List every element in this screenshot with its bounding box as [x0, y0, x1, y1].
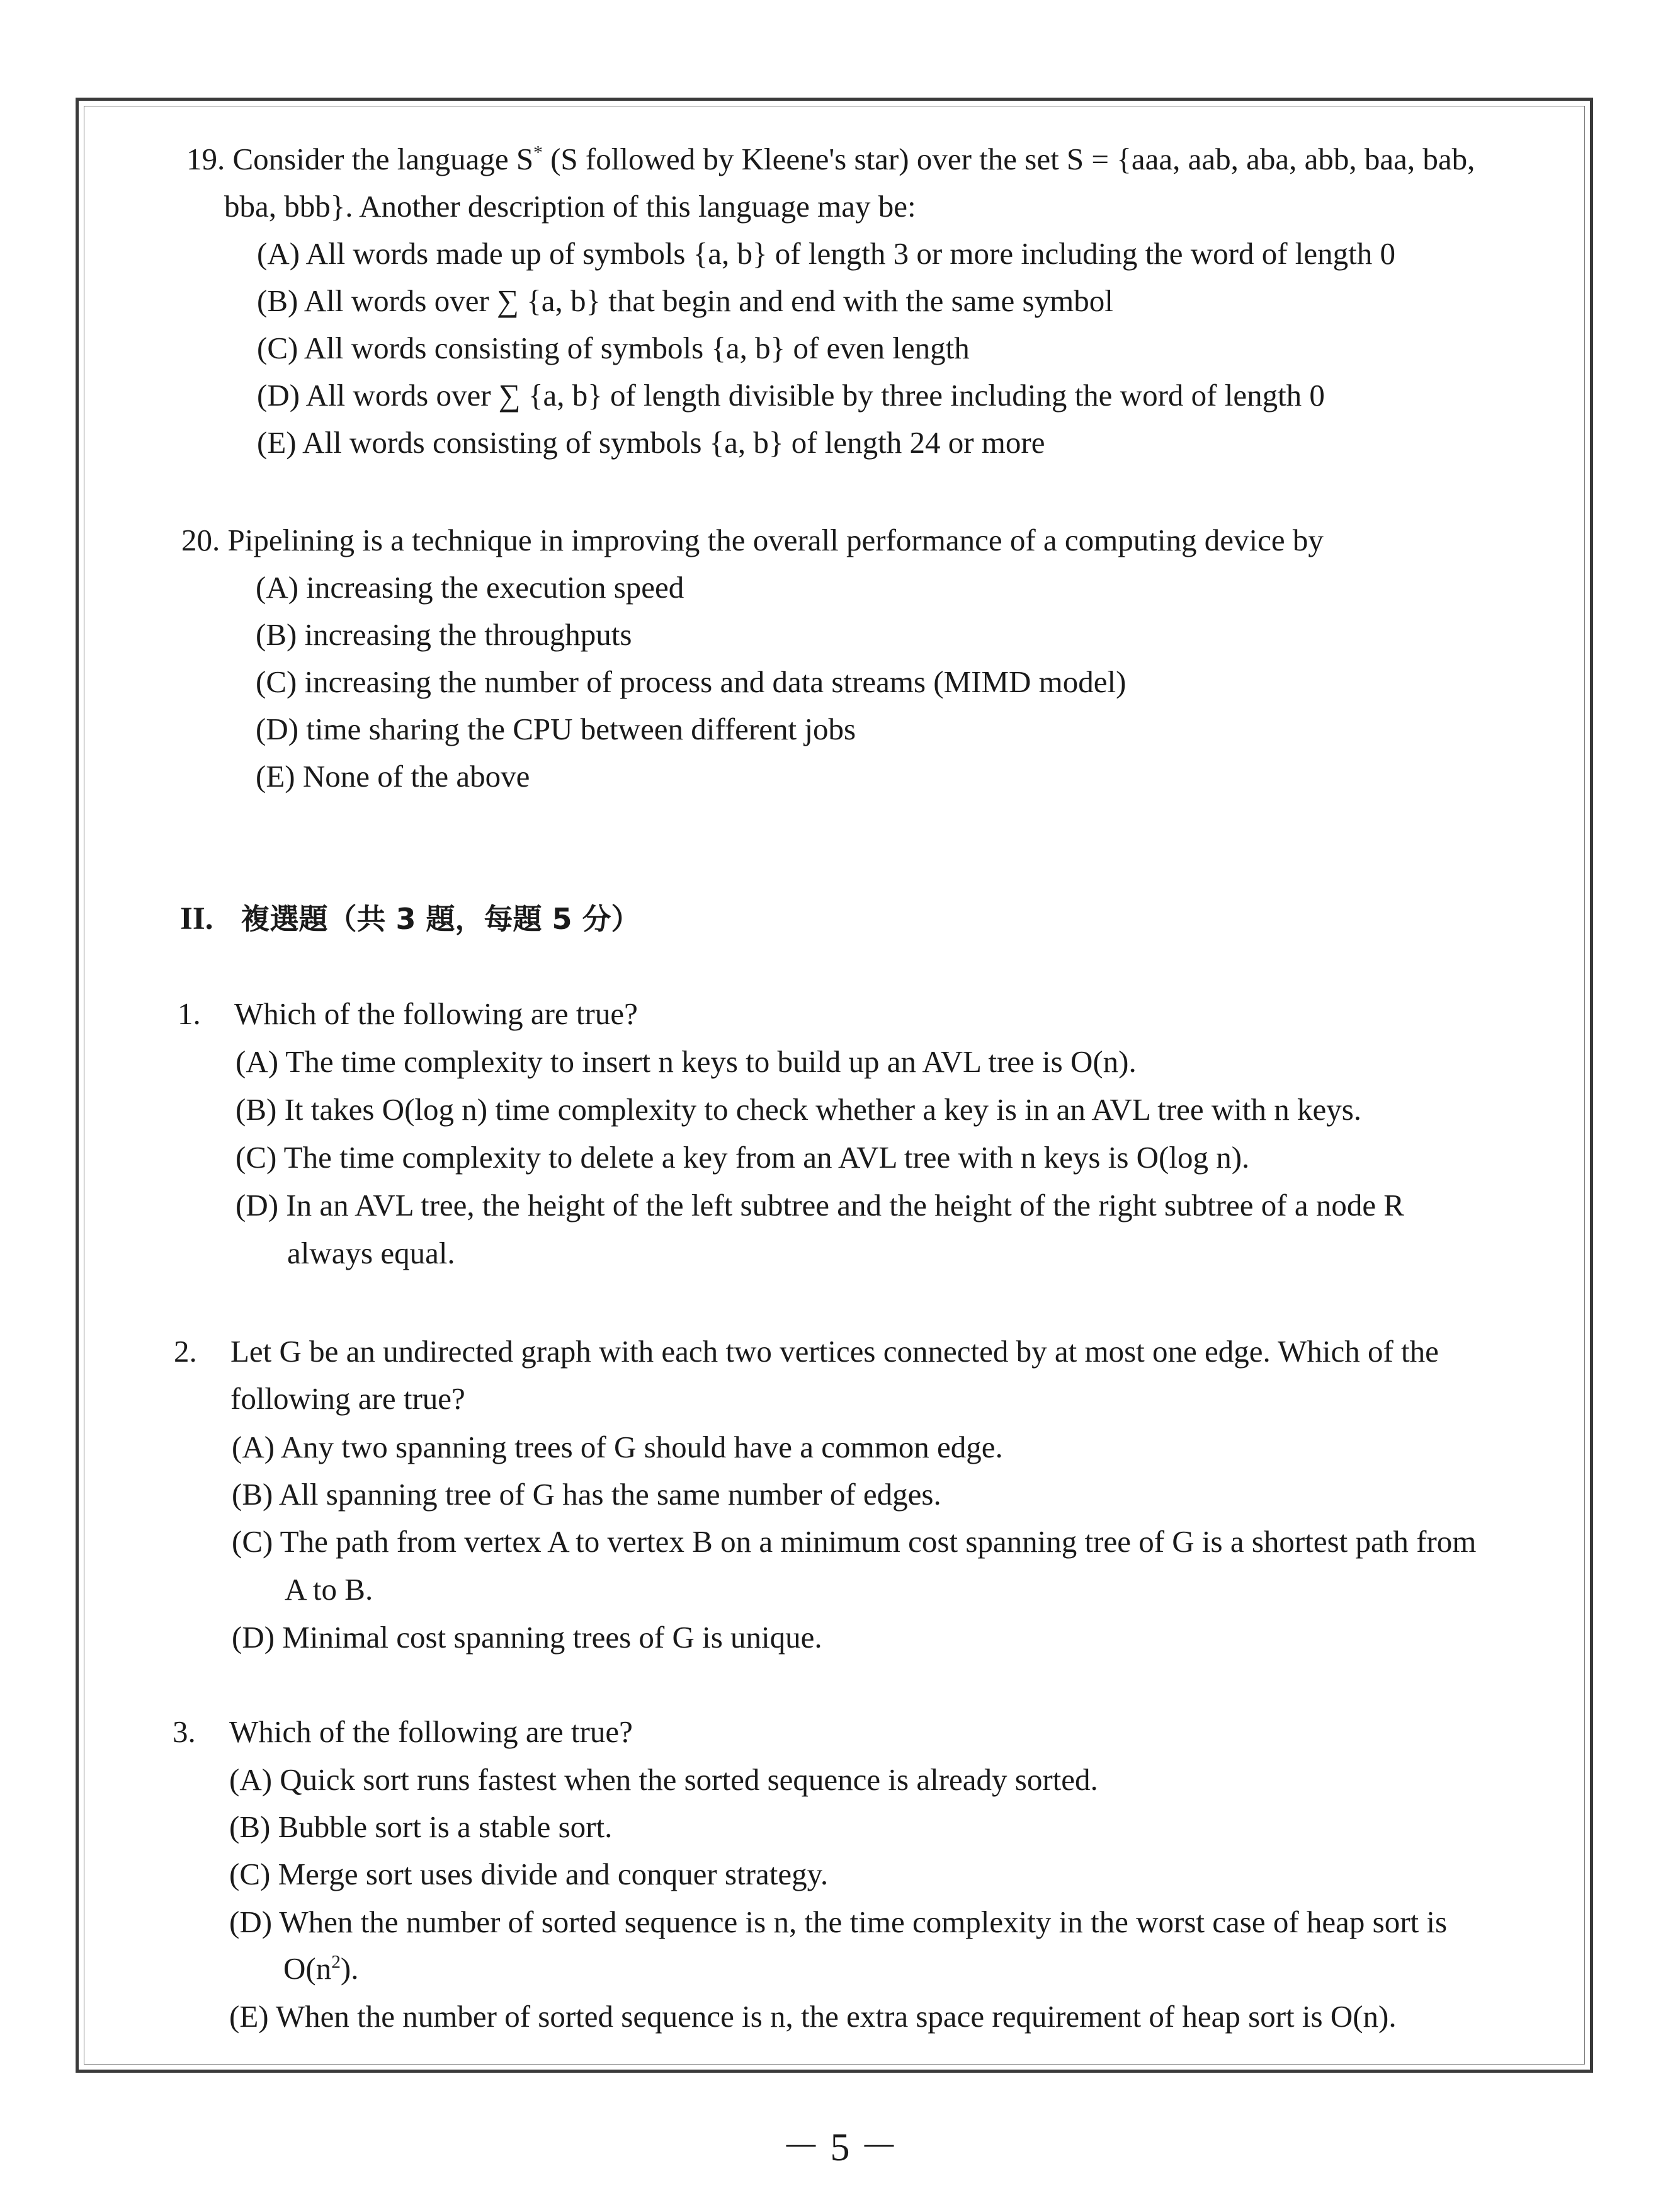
mc2-option-d: (D) Minimal cost spanning trees of G is unique.	[232, 1620, 822, 1655]
mc3-number: 3.	[173, 1714, 196, 1749]
q19-option-c: (C) All words consisting of symbols {a, b} of even length	[257, 331, 970, 365]
mc3-option-c: (C) Merge sort uses divide and conquer strategy.	[229, 1857, 829, 1891]
mc3-option-d-continued: $O(n^2)$.	[283, 1951, 359, 1986]
mc3-option-e: (E) When the number of sorted sequence is n, the extra space requirement of heap sort is O(n).	[229, 1999, 1397, 2034]
mc2-number: 2.	[174, 1334, 197, 1369]
mc1-option-b: (B) It takes O(log n) time complexity to check whether a key is in an AVL tree with n keys.	[236, 1092, 1362, 1127]
q19-stem-line-2: bba, bbb}. Another description of this language may be:	[224, 189, 916, 224]
q19-option-b: (B) All words over ∑ {a, b} that begin and end with the same symbol	[257, 283, 1113, 318]
q20-option-a: (A) increasing the execution speed	[256, 570, 684, 605]
q20-option-d: (D) time sharing the CPU between different jobs	[256, 712, 856, 746]
mc1-option-d: (D) In an AVL tree, the height of the left subtree and the height of the right subtree of a node R	[236, 1188, 1404, 1222]
mc2-option-c-continued: A to B.	[285, 1572, 373, 1607]
mc3-option-a: (A) Quick sort runs fastest when the sorted sequence is already sorted.	[229, 1762, 1098, 1797]
mc1-stem: Which of the following are true?	[234, 996, 638, 1031]
mc2-stem-line-1: Let G be an undirected graph with each two vertices connected by at most one edge. Which of the	[230, 1334, 1439, 1369]
q20-stem: 20. Pipelining is a technique in improving the overall performance of a computing device by	[181, 523, 1324, 557]
mc1-option-a: (A) The time complexity to insert n keys to build up an AVL tree is O(n).	[236, 1044, 1137, 1079]
q20-option-c: (C) increasing the number of process and data streams (MIMD model)	[256, 664, 1127, 699]
q19-option-d: (D) All words over ∑ {a, b} of length divisible by three including the word of length 0	[257, 378, 1325, 413]
mc3-option-d: (D) When the number of sorted sequence is n, the time complexity in the worst case of heap sort is	[229, 1905, 1448, 1939]
mc2-option-c: (C) The path from vertex A to vertex B on a minimum cost spanning tree of G is a shortest path from	[232, 1524, 1477, 1559]
mc2-option-b: (B) All spanning tree of G has the same number of edges.	[232, 1477, 941, 1512]
mc2-option-a: (A) Any two spanning trees of G should have a common edge.	[232, 1430, 1003, 1464]
section-ii-heading	[180, 899, 640, 938]
mc3-stem: Which of the following are true?	[229, 1714, 633, 1749]
q19-option-e: (E) All words consisting of symbols {a, b} of length 24 or more	[257, 425, 1045, 460]
q20-option-b: (B) increasing the throughputs	[256, 617, 632, 652]
mc2-stem-line-2: following are true?	[230, 1381, 465, 1416]
mc1-option-c: (C) The time complexity to delete a key from an AVL tree with n keys is O(log n).	[236, 1140, 1250, 1175]
mc1-number: 1.	[178, 996, 201, 1031]
mc3-option-b: (B) Bubble sort is a stable sort.	[229, 1809, 613, 1844]
q19-stem-line-1: 19. Consider the language S* (S followed by Kleene's star) over the set S = {aaa, aab, aba, abb, baa, bab,	[186, 142, 1475, 176]
q19-option-a: (A) All words made up of symbols {a, b} of length 3 or more including the word of length 0	[257, 236, 1396, 271]
section-ii-number: II.	[180, 901, 213, 937]
page-number: － 5 －	[781, 2126, 899, 2169]
q20-option-e: (E) None of the above	[256, 759, 530, 794]
section-ii-title: 複選題（共 3 題，每題 5 分）	[241, 902, 640, 936]
mc1-option-d-continued: always equal.	[287, 1236, 455, 1270]
